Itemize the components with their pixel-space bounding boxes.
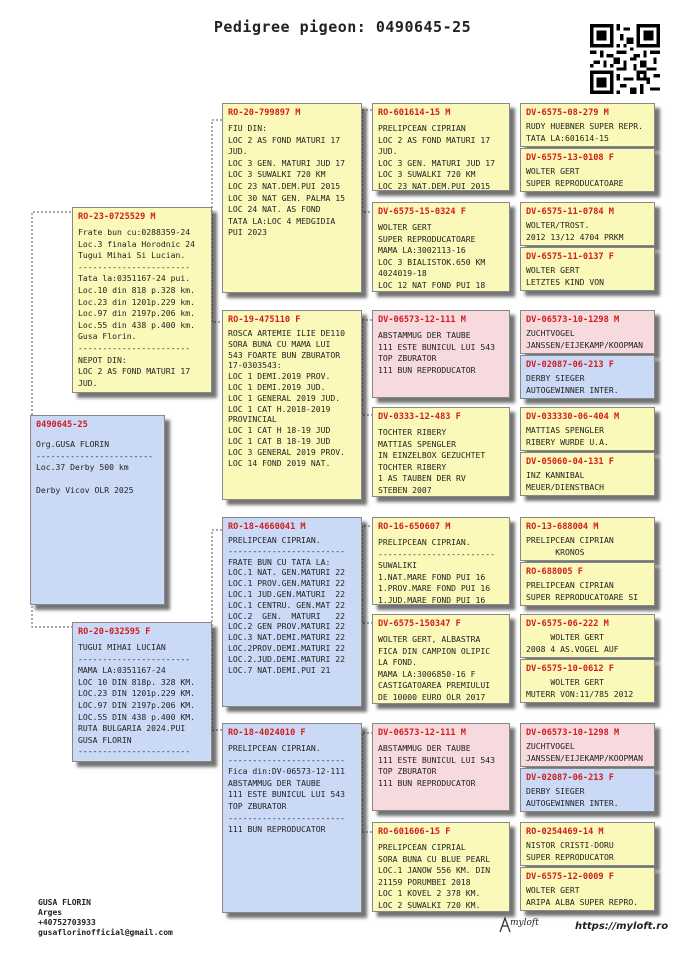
ring-number: RO-13-688004 M [526, 522, 599, 532]
card-text: WOLTER GERT ARIPA ALBA SUPER REPRO. [526, 885, 639, 907]
gen4-card-2[interactable] [520, 148, 655, 192]
gen3-card-2[interactable] [372, 202, 510, 292]
ring-number: DV-6575-11-0784 M [526, 207, 614, 217]
card-text: Frate bun cu:0288359-24 Loc.3 finala Horodnic 24 Tugui Mihai Si Lucian. ----------------------- Tata la:0351167-24 pui. Loc.10 din 818 p.328 km. Loc.23 din 1201p.229 km. Loc.97 din 2197p.206 km. Loc.55 din 438 p.400 km. Gusa Florin. ----------------------- NEPOT DIN: LOC 2 AS FOND MATURI 17 JUD. [78, 227, 195, 388]
ring-number: RO-688005 F [526, 567, 583, 577]
gen4-card-14[interactable] [520, 768, 655, 812]
ring-number: DV-6575-13-0108 F [526, 153, 614, 163]
ring-number: RO-601606-15 F [378, 827, 451, 837]
card-text: WOLTER GERT SUPER REPRODUCATOARE MAMA LA:3002113-16 LOC 3 BIALISTOK.650 KM 4024019-18 LOC 12 NAT FOND PUI 18 [378, 222, 486, 290]
mother-card[interactable] [72, 622, 212, 762]
gen3-card-6[interactable] [372, 614, 510, 704]
card-text: ZUCHTVOGEL JANSSEN/EIJEKAMP/KOOPMAN [526, 328, 643, 350]
gen4-card-10[interactable] [520, 562, 655, 606]
ring-number: DV-06573-10-1298 M [526, 728, 620, 738]
ring-number: DV-6575-10-0612 F [526, 664, 614, 674]
ring-number: DV-033330-06-404 M [526, 412, 620, 422]
card-text: DERBY SIEGER AUTOGEWINNER INTER. [526, 786, 619, 808]
gen4-card-4[interactable] [520, 247, 655, 291]
gen4-card-13[interactable] [520, 723, 655, 767]
card-text: PRELIPCEAN CIPRIAN. ------------------------ Fica din:DV-06573-12-111 ABSTAMMUG DER TAUBE 111 ESTE BUNICUL LUI 543 TOP ZBURATOR ------------------------ 111 BUN REPRODUCATOR [228, 743, 345, 835]
card-text: PRELIPCEAN CIPRIAN SUPER REPRODUCATOARE SI [526, 580, 639, 602]
gen4-card-5[interactable] [520, 310, 655, 354]
card-text: WOLTER GERT LETZTES KIND VON [526, 265, 604, 287]
ring-number: RO-18-4660041 M [228, 522, 306, 532]
card-text: PRELIPCEAN CIPRIAN. ------------------------ FRATE BUN CU TATA LA: LOC.1 NAT. GEN.MATURI 22 LOC.1 PROV.GEN.MATURI 22 LOC.1 JUD.GEN.MATURI 22 LOC.1 CENTRU. GEN.MAT 22 LOC.2 GEN. MATURI 22 LOC.2 GEN PROV.MATURI 22 LOC.3 NAT.DEMI.MATURI 22 LOC.2PROV.DEMI.MATURI 22 LOC.2.JUD.DEMI.MATURI 22 LOC.7 NAT.DEMI.PUI 21 [228, 535, 345, 675]
father-card[interactable] [72, 207, 212, 393]
paternal-grandmother-card[interactable] [222, 310, 362, 500]
card-text: ABSTAMMUG DER TAUBE 111 ESTE BUNICUL LUI 543 TOP ZBURATOR 111 BUN REPRODUCATOR [378, 743, 495, 788]
paternal-grandfather-card[interactable] [222, 103, 362, 293]
card-text: ROSCA ARTEMIE ILIE DE110 SORA BUNA CU MAMA LUI 543 FOARTE BUN ZBURATOR 17-0303543: LOC 1 DEMI.2019 PROV. LOC 1 DEMI.2019 JUD. LOC 1 GENERAL 2019 JUD. LOC 1 CAT H.2018-2019 PROVINCIAL LOC 1 CAT H 18-19 JUD LOC 1 CAT B 18-19 JUD LOC 3 GENERAL 2019 PROV. LOC 14 FOND 2019 NAT. [228, 328, 345, 468]
gen3-card-5[interactable] [372, 517, 510, 605]
card-text: DERBY SIEGER AUTOGEWINNER INTER. [526, 373, 619, 395]
card-text: WOLTER GERT, ALBASTRA FICA DIN CAMPION OLIPIC LA FOND. MAMA LA:3006850-16 F CASTIGATOAREA PREMIULUI DE 10000 EURO OLR 2017 [378, 634, 491, 702]
ring-number: RO-20-799897 M [228, 108, 301, 118]
ring-number: DV-0333-12-483 F [378, 412, 461, 422]
gen4-card-3[interactable] [520, 202, 655, 246]
card-text: RUDY HUEBNER SUPER REPR. TATA LA:601614-15 [526, 121, 643, 143]
gen4-card-15[interactable] [520, 822, 655, 866]
ring-number: DV-06573-12-111 M [378, 315, 466, 325]
ring-number: DV-6575-15-0324 F [378, 207, 466, 217]
ring-number: RO-20-032595 F [78, 627, 151, 637]
gen3-card-7[interactable] [372, 723, 510, 811]
subject-card[interactable] [30, 415, 165, 605]
ring-number: RO-23-0725529 M [78, 212, 156, 222]
card-text: MATTIAS SPENGLER RIBERY WURDE U.A. [526, 425, 609, 447]
gen4-card-8[interactable] [520, 452, 655, 496]
card-text: ABSTAMMUG DER TAUBE 111 ESTE BUNICUL LUI 543 TOP ZBURATOR 111 BUN REPRODUCATOR [378, 330, 495, 375]
ring-number: DV-05060-04-131 F [526, 457, 614, 467]
brand-logo: myloft [510, 918, 539, 928]
ring-number: DV-06573-12-111 M [378, 728, 466, 738]
ring-number: RO-601614-15 M [378, 108, 451, 118]
gen3-card-4[interactable] [372, 407, 510, 497]
gen4-card-11[interactable] [520, 614, 655, 658]
card-text: Org.GUSA FLORIN ------------------------ Loc.37 Derby 500 km Derby Vicov OLR 2025 [36, 439, 153, 496]
card-text: ZUCHTVOGEL JANSSEN/EIJEKAMP/KOOPMAN [526, 741, 643, 763]
card-text: WOLTER/TROST. 2012 13/12 4704 PRKM [526, 220, 624, 242]
ring-number: RO-18-4024010 F [228, 728, 306, 738]
ring-number: DV-6575-150347 F [378, 619, 461, 629]
gen3-card-1[interactable] [372, 103, 510, 191]
owner-name: GUSA FLORIN [38, 898, 91, 907]
ring-number: 0490645-25 [36, 420, 88, 430]
ring-number: RO-19-475110 F [228, 315, 301, 325]
card-text: PRELIPCEAN CIPRIAN KRONOS [526, 535, 614, 557]
ring-number: DV-02087-06-213 F [526, 773, 614, 783]
owner-region: Arges [38, 908, 63, 917]
card-text: PRELIPCEAN CIPRIAL SORA BUNA CU BLUE PEARL LOC.1 JANOW 556 KM. DIN 21159 PORUMBEI 2018 LOC 1 KOVEL 2 378 KM. LOC 2 SUWALKI 720 KM. [378, 842, 491, 910]
ring-number: DV-6575-06-222 M [526, 619, 609, 629]
card-text: TUGUI MIHAI LUCIAN ----------------------- MAMA LA:0351167-24 LOC 10 DIN 818p. 328 KM. LOC.23 DIN 1201p.229 KM. LOC.97 DIN 2197p.206 KM. LOC.55 DIN 438 p.400 KM. RUTA BULGARIA 2024.PUI GUSA FLORIN ----------------------- [78, 642, 195, 757]
card-text: NISTOR CRISTI-DORU SUPER REPRODUCATOR [526, 840, 614, 862]
maternal-grandfather-card[interactable] [222, 517, 362, 707]
gen4-card-12[interactable] [520, 659, 655, 703]
owner-email[interactable]: gusaflorinofficial@gmail.com [38, 928, 173, 937]
owner-info [38, 898, 173, 938]
card-text: WOLTER GERT MUTERR VON:11/785 2012 [526, 677, 634, 699]
gen3-card-8[interactable] [372, 822, 510, 912]
ring-number: RO-16-650607 M [378, 522, 451, 532]
gen4-card-1[interactable] [520, 103, 655, 147]
owner-phone[interactable]: +40752703933 [38, 918, 96, 927]
page-title: Pedigree pigeon: 0490645-25 [213, 18, 472, 36]
card-text: FIU DIN: LOC 2 AS FOND MATURI 17 JUD. LOC 3 GEN. MATURI JUD 17 LOC 3 SUWALKI 720 KM LOC 23 NAT.DEM.PUI 2015 LOC 30 NAT GEN. PALMA 15 LOC 24 NAT. AS FOND TATA LA:LOC 4 MEDGIDIA PUI 2023 [228, 123, 345, 238]
brand-url-link[interactable]: https://myloft.ro [575, 921, 669, 932]
maternal-grandmother-card[interactable] [222, 723, 362, 913]
card-text: WOLTER GERT 2008 4 AS.VOGEL AUF [526, 632, 619, 654]
gen4-card-6[interactable] [520, 355, 655, 399]
gen4-card-16[interactable] [520, 867, 655, 911]
card-text: WOLTER GERT SUPER REPRODUCATOARE [526, 166, 624, 188]
card-text: TOCHTER RIBERY MATTIAS SPENGLER IN EINZELBOX GEZUCHTET TOCHTER RIBERY 1 AS TAUBEN DER RV STEBEN 2007 [378, 427, 486, 495]
ring-number: DV-6575-12-0009 F [526, 872, 614, 882]
gen4-card-9[interactable] [520, 517, 655, 561]
ring-number: RO-0254469-14 M [526, 827, 604, 837]
ring-number: DV-6575-11-0137 F [526, 252, 614, 262]
gen3-card-3[interactable] [372, 310, 510, 398]
card-text: INZ KANNIBAL MEUER/DIENSTBACH [526, 470, 604, 492]
gen4-card-7[interactable] [520, 407, 655, 451]
card-text: PRELIPCEAN CIPRIAN. ------------------------ SUWALIKI 1.NAT.MARE FOND PUI 16 1.PROV.MARE FOND PUI 16 1.JUD.MARE FOND PUI 16 [378, 537, 495, 605]
ring-number: DV-02087-06-213 F [526, 360, 614, 370]
ring-number: DV-6575-08-279 M [526, 108, 609, 118]
ring-number: DV-06573-10-1298 M [526, 315, 620, 325]
card-text: PRELIPCEAN CIPRIAN LOC 2 AS FOND MATURI 17 JUD. LOC 3 GEN. MATURI JUD 17 LOC 3 SUWALKI 720 KM LOC 23 NAT.DEM.PUI 2015 [378, 123, 495, 191]
